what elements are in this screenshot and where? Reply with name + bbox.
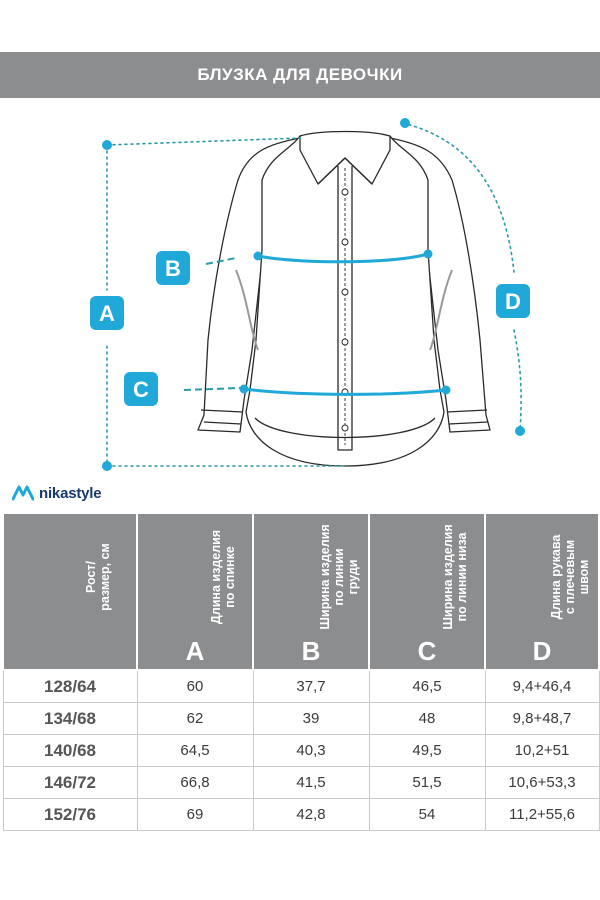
svg-text:C: C	[133, 377, 149, 402]
guide-a-top	[107, 138, 300, 145]
badge-a	[90, 296, 124, 330]
header-label: Рост/ размер, см	[83, 543, 112, 611]
value-cell: 64,5	[137, 735, 253, 767]
svg-text:D: D	[505, 289, 521, 314]
value-cell: 9,8+48,7	[485, 703, 599, 735]
nikastyle-logo-icon	[12, 485, 34, 501]
brand-logo	[12, 482, 101, 504]
badge-d	[496, 284, 530, 318]
value-cell: 66,8	[137, 767, 253, 799]
table-row	[3, 767, 599, 799]
header-label: Длина изделия по спинке	[208, 529, 237, 625]
size-table	[2, 512, 600, 831]
value-cell: 48	[369, 703, 485, 735]
header-size	[3, 513, 137, 670]
guide-point-d-top	[400, 118, 410, 128]
size-cell: 140/68	[3, 735, 137, 767]
size-cell: 152/76	[3, 799, 137, 831]
value-cell: 10,2+51	[485, 735, 599, 767]
header-chest-width	[253, 513, 369, 670]
table-row	[3, 670, 599, 703]
value-cell: 49,5	[369, 735, 485, 767]
value-cell: 69	[137, 799, 253, 831]
table-row	[3, 735, 599, 767]
value-cell: 37,7	[253, 670, 369, 703]
badge-c	[124, 372, 158, 406]
value-cell: 54	[369, 799, 485, 831]
table-row	[3, 703, 599, 735]
logo-text: nikastyle	[39, 484, 102, 502]
page-title: БЛУЗКА ДЛЯ ДЕВОЧКИ	[197, 65, 403, 84]
guide-point-c-right	[442, 386, 451, 395]
title-bar	[0, 52, 600, 98]
header-letter: B	[301, 636, 321, 666]
value-cell: 10,6+53,3	[485, 767, 599, 799]
header-hem-width	[369, 513, 485, 670]
value-cell: 42,8	[253, 799, 369, 831]
guide-d-lower	[514, 330, 521, 430]
header-letter: A	[185, 636, 205, 666]
table-header-row	[3, 513, 599, 670]
size-cell: 128/64	[3, 670, 137, 703]
header-length-back	[137, 513, 253, 670]
header-label: Ширина изделия по линии низа	[440, 524, 469, 630]
value-cell: 9,4+46,4	[485, 670, 599, 703]
guide-point-a-top	[102, 140, 112, 150]
size-cell: 134/68	[3, 703, 137, 735]
blouse-drawing	[198, 132, 490, 467]
value-cell: 40,3	[253, 735, 369, 767]
svg-text:A: A	[99, 301, 115, 326]
table-row	[3, 799, 599, 831]
guide-point-d-bottom	[515, 426, 525, 436]
value-cell: 62	[137, 703, 253, 735]
svg-text:B: B	[165, 256, 181, 281]
value-cell: 41,5	[253, 767, 369, 799]
guide-point-b-right	[424, 250, 433, 259]
guide-point-c-left	[240, 385, 249, 394]
header-letter: D	[532, 636, 552, 666]
header-letter: C	[417, 636, 437, 666]
value-cell: 51,5	[369, 767, 485, 799]
guide-point-a-bottom	[102, 461, 112, 471]
guide-point-b-left	[254, 252, 263, 261]
value-cell: 39	[253, 703, 369, 735]
header-label: Длина рукава с плечевым швом	[548, 534, 591, 620]
badge-b	[156, 251, 190, 285]
value-cell: 46,5	[369, 670, 485, 703]
header-sleeve-length	[485, 513, 599, 670]
value-cell: 60	[137, 670, 253, 703]
value-cell: 11,2+55,6	[485, 799, 599, 831]
size-cell: 146/72	[3, 767, 137, 799]
header-label: Ширина изделия по линии груди	[317, 524, 360, 630]
blouse-illustration	[0, 100, 600, 480]
